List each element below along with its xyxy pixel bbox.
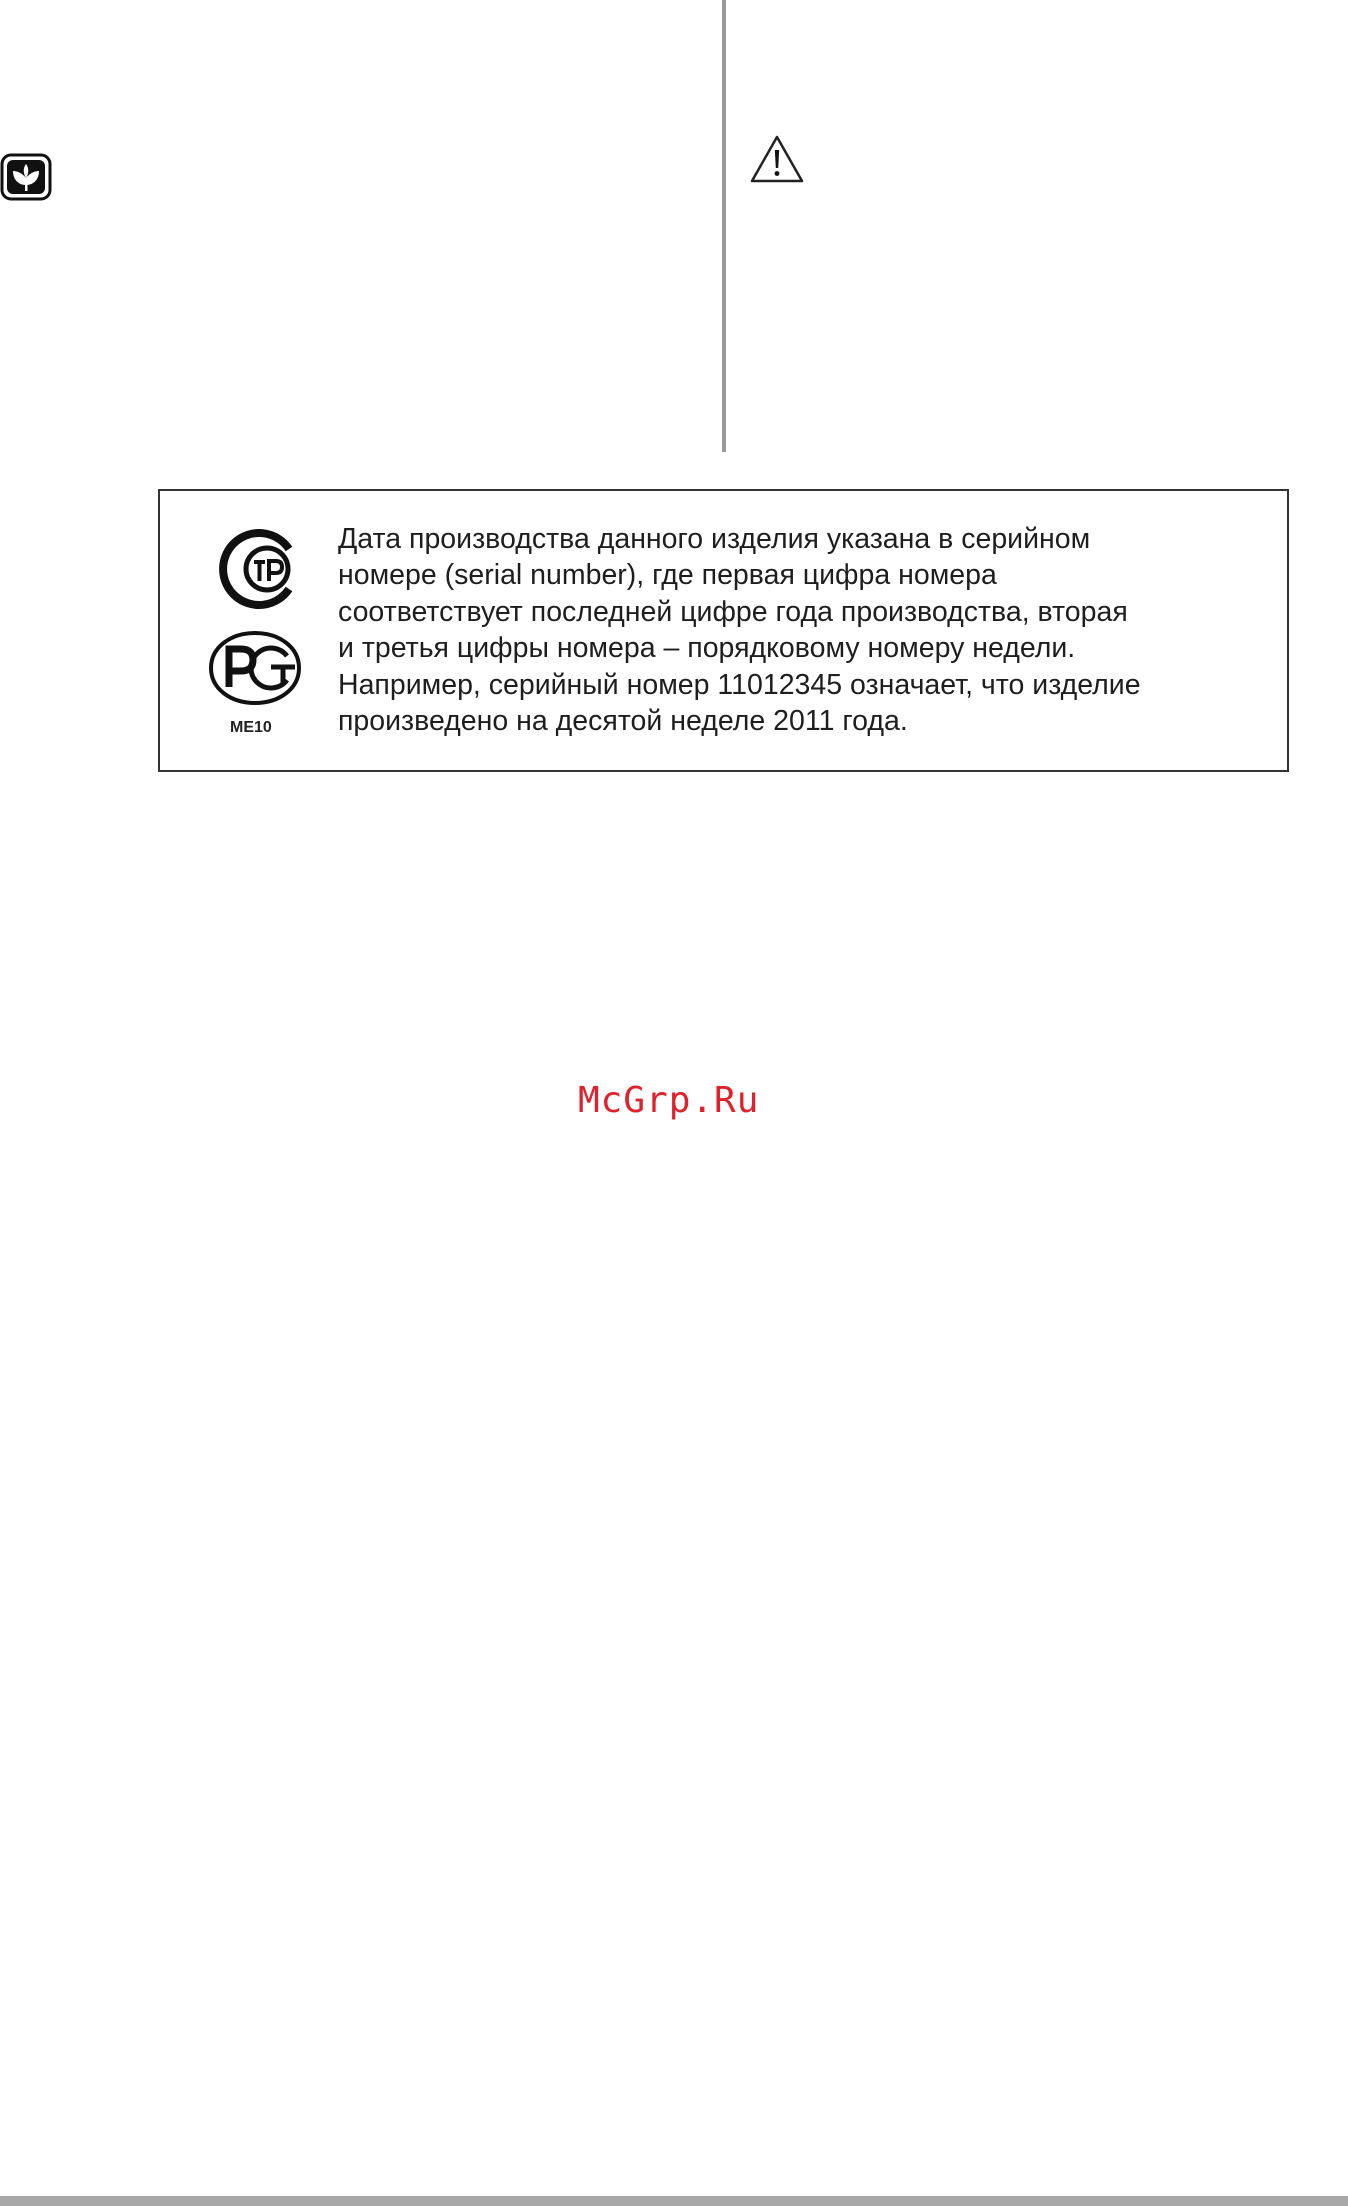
eac-certification-icon (205, 529, 305, 609)
column-divider (722, 0, 726, 452)
info-line: Дата производства данного изделия указана в серийном (338, 523, 1091, 555)
info-line: Например, серийный номер 11012345 означает, что изделие (338, 668, 1141, 701)
manufacture-date-text (338, 521, 1258, 739)
info-line: номере (serial number), где первая цифра номера (338, 559, 997, 592)
manufacture-date-info-box (158, 489, 1289, 772)
certificate-code: ME10 (230, 719, 272, 736)
pct-certification-icon (205, 629, 305, 707)
warning-icon (750, 134, 804, 184)
watermark-text: McGrp.Ru (578, 1080, 760, 1121)
info-line: произведено на десятой неделе 2011 года. (338, 705, 908, 738)
footer-bar (0, 2196, 1348, 2206)
info-line: и третья цифры номера – порядковому номеру недели. (338, 632, 1076, 665)
info-line: соответствует последней цифре года производства, вторая (338, 595, 1128, 628)
eco-icon (0, 153, 52, 201)
